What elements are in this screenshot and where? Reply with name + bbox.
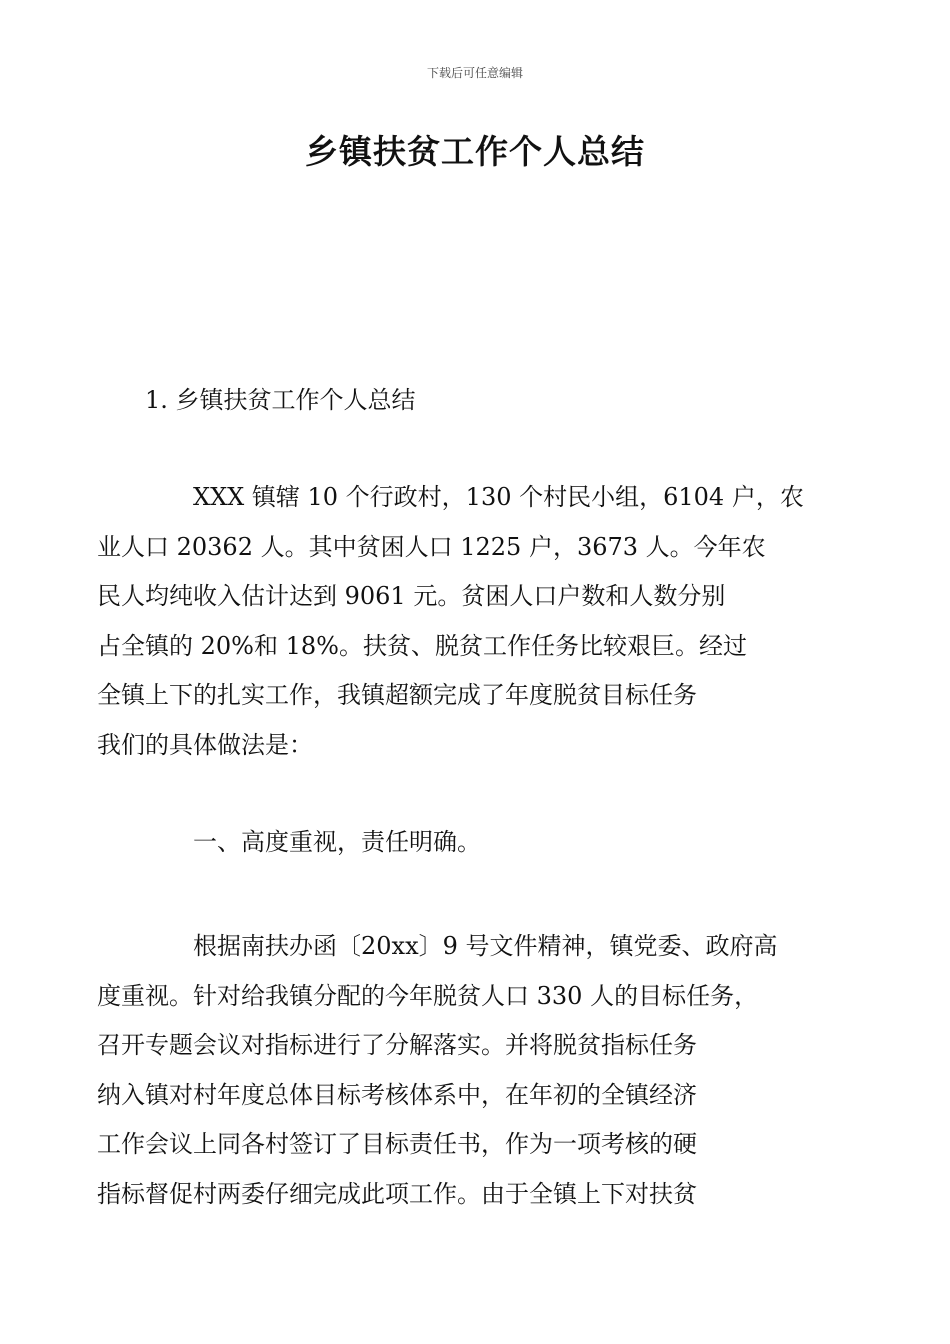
paragraph-line: 根据南扶办函〔20xx〕9 号文件精神，镇党委、政府高 [193, 932, 778, 960]
paragraph-line: 全镇上下的扎实工作，我镇超额完成了年度脱贫目标任务 [97, 681, 697, 710]
section-heading: 1. 乡镇扶贫工作个人总结 [145, 386, 416, 414]
paragraph-line: 占全镇的 20%和 18%。扶贫、脱贫工作任务比较艰巨。经过 [97, 631, 747, 660]
header-note: 下载后可任意编辑 [426, 66, 523, 80]
paragraph-line: XXX 镇辖 10 个行政村，130 个村民小组，6104 户，农 [193, 483, 804, 511]
paragraph-line: 度重视。针对给我镇分配的今年脱贫人口 330 人的目标任务， [97, 981, 759, 1010]
paragraph-line: 业人口 20362 人。其中贫困人口 1225 户，3673 人。今年农 [97, 532, 766, 561]
paragraph-line: 我们的具体做法是： [97, 730, 313, 759]
paragraph-body [97, 922, 845, 1220]
paragraph-intro [97, 473, 845, 771]
paragraph-line: 民人均纯收入估计达到 9061 元。贫困人口户数和人数分别 [97, 582, 726, 611]
document-title: 乡镇扶贫工作个人总结 [305, 132, 645, 171]
paragraph-line: 纳入镇对村年度总体目标考核体系中，在年初的全镇经济 [97, 1080, 697, 1109]
subheading-emphasis: 一、高度重视，责任明确。 [193, 828, 481, 856]
paragraph-line: 指标督促村两委仔细完成此项工作。由于全镇上下对扶贫 [97, 1179, 697, 1208]
paragraph-line: 召开专题会议对指标进行了分解落实。并将脱贫指标任务 [97, 1031, 697, 1060]
paragraph-line: 工作会议上同各村签订了目标责任书，作为一项考核的硬 [97, 1130, 697, 1159]
